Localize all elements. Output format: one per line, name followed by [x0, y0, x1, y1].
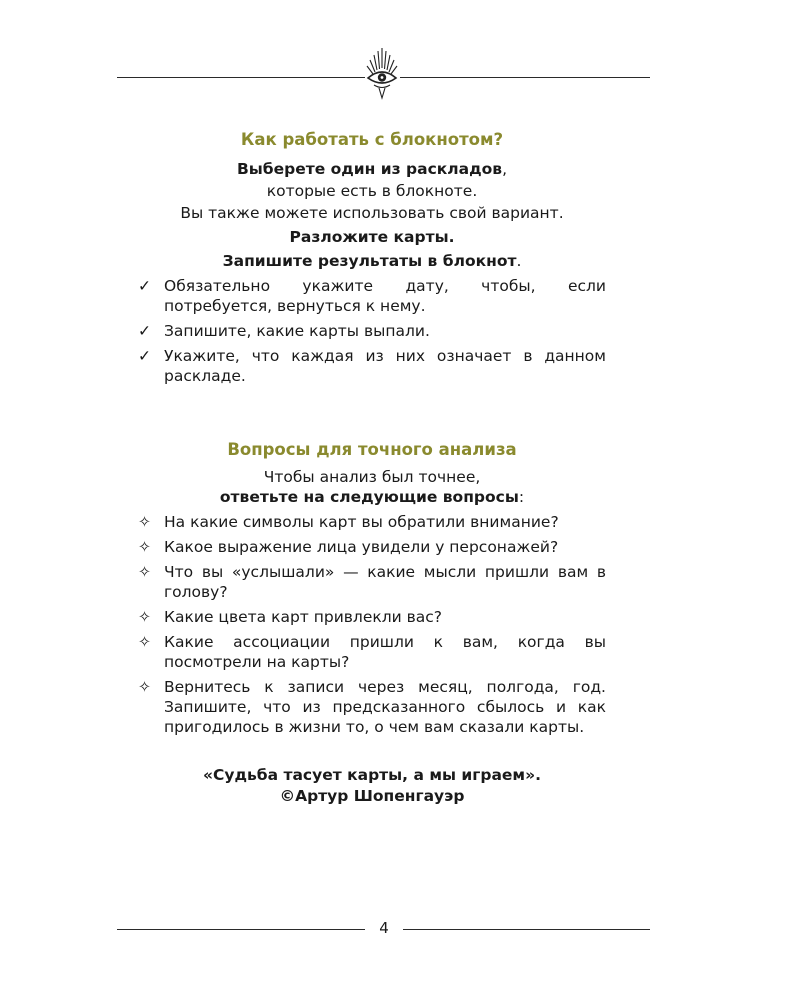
list-item [138, 677, 606, 737]
list-item-text: Укажите, что каждая из них означает в данном раскладе. [164, 347, 606, 385]
header-rule-right [400, 77, 650, 78]
quote-text: «Судьба тасует карты, а мы играем». [202, 766, 541, 784]
sparkle-icon: ✧ [138, 563, 151, 581]
sparkle-icon: ✧ [138, 608, 151, 626]
question-list [138, 512, 606, 737]
list-item [138, 346, 606, 386]
list-item-text: Обязательно укажите дату, чтобы, если потребуется, вернуться к нему. [164, 277, 606, 315]
header-rule-left [117, 77, 365, 78]
intro-line-bold [138, 487, 606, 507]
quote-block [138, 765, 606, 807]
check-icon: ✓ [138, 347, 151, 365]
page-number: 4 [379, 919, 389, 937]
list-item [138, 607, 606, 627]
instruction-write-results [138, 250, 606, 272]
list-item [138, 321, 606, 341]
list-item [138, 512, 606, 532]
instruction-choose [138, 158, 606, 180]
eye-crown-emblem-icon [357, 44, 407, 100]
intro-line-bold-text: ответьте на следующие вопросы [219, 488, 519, 506]
list-item-text: На какие символы карт вы обратили внимание? [164, 513, 559, 531]
section-title: Вопросы для точного анализа [227, 440, 517, 459]
sparkle-icon: ✧ [138, 633, 151, 651]
sparkle-icon: ✧ [138, 538, 151, 556]
instruction-write-results-tail: . [516, 252, 522, 270]
section-analysis-questions [138, 440, 606, 737]
section-how-to-use [138, 130, 606, 386]
sparkle-icon: ✧ [138, 513, 151, 531]
section-title: Как работать с блокнотом? [240, 130, 504, 149]
footer-rule-left [117, 929, 365, 930]
checklist [138, 276, 606, 386]
check-icon: ✓ [138, 277, 151, 295]
quote-author: ©Артур Шопенгауэр [279, 787, 465, 805]
check-icon: ✓ [138, 322, 151, 340]
list-item-text: Какие ассоциации пришли к вам, когда вы посмотрели на карты? [164, 633, 606, 671]
sparkle-icon: ✧ [138, 678, 151, 696]
instruction-choose-cont: которые есть в блокноте. [266, 182, 478, 200]
instruction-lay-cards: Разложите карты. [289, 228, 455, 246]
intro-line-tail: : [518, 488, 525, 506]
list-item [138, 276, 606, 316]
list-item [138, 562, 606, 602]
list-item-text: Какие цвета карт привлекли вас? [164, 608, 443, 626]
list-item-text: Что вы «услышали» — какие мысли пришли вам в голову? [164, 563, 606, 601]
instruction-choose-bold: Выберете один из раскладов [236, 160, 503, 178]
footer-rule-right [403, 929, 650, 930]
instruction-choose-tail: , [502, 160, 508, 178]
list-item-text: Запишите, какие карты выпали. [164, 322, 430, 340]
list-item [138, 537, 606, 557]
list-item-text: Вернитесь к записи через месяц, полгода, год. Запишите, что из предсказанного сбылось и как пригодилось в жизни то, о чем вам сказали карты. [164, 678, 606, 736]
instruction-own-variant: Вы также можете использовать свой вариант. [180, 204, 564, 222]
intro-line: Чтобы анализ был точнее, [263, 468, 481, 486]
list-item [138, 632, 606, 672]
instruction-write-results-bold: Запишите результаты в блокнот [222, 252, 517, 270]
list-item-text: Какое выражение лица увидели у персонажей? [164, 538, 559, 556]
